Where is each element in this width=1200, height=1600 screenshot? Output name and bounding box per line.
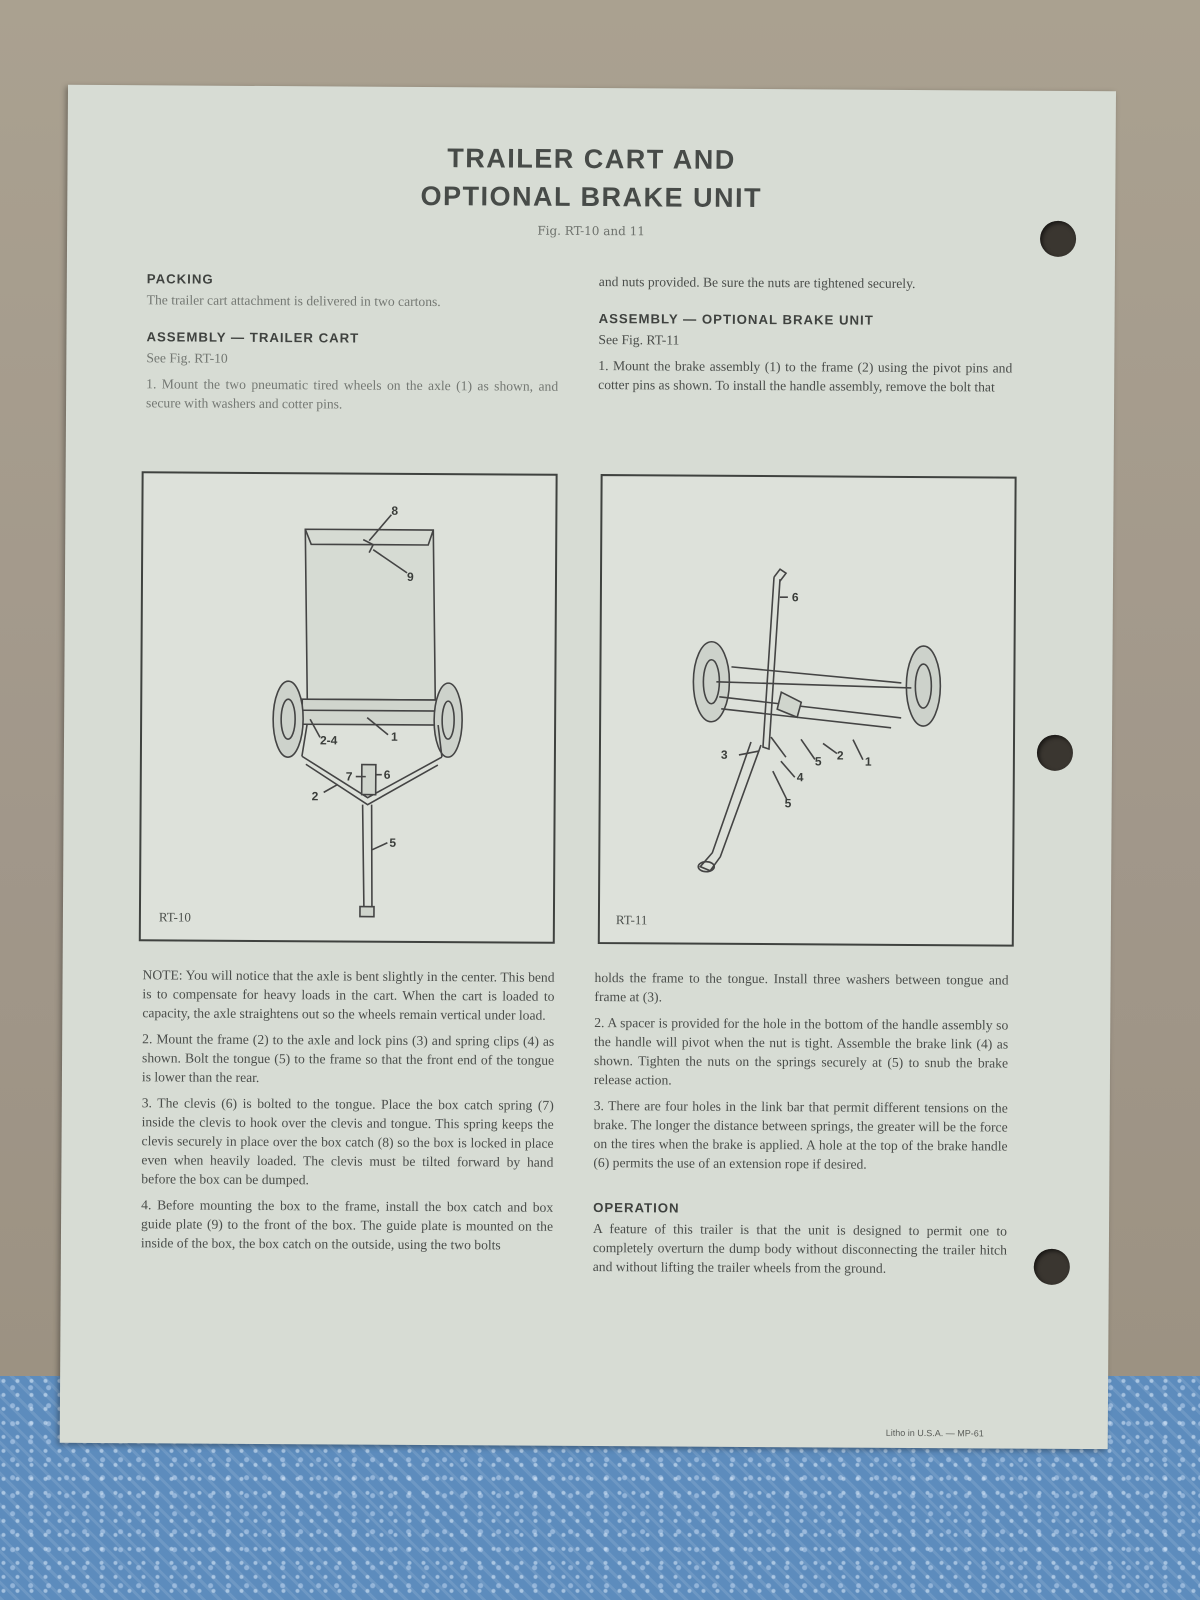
- brake-step-2: 2. A spacer is provided for the hole in the bottom of the handle assembly so the handle will pivot when the nut is tight. Assemble the brake link (4) as shown. Tighten the nuts on the springs securely at (5) to snub the brake release action.: [593, 1015, 1009, 1088]
- brake-step-1: 1. Mount the brake assembly (1) to the frame (2) using the pivot pins and cotter pins as shown. To install the handle assembly, remove the bolt that: [598, 358, 1013, 395]
- rt11-callout-5a: 5: [814, 754, 822, 769]
- rt11-callout-1: 1: [864, 754, 872, 769]
- rt10-callout-6: 6: [383, 767, 391, 782]
- title-line-1: TRAILER CART AND: [447, 143, 736, 175]
- figure-rt-11: [598, 474, 1017, 947]
- punch-hole-middle: [1037, 735, 1073, 771]
- brake-step-3: 3. There are four holes in the link bar that permit different tensions on the brake. The longer the distance between springs, the greater will be the force on the tires when the brake is applied. A hole at the top of the brake handle (6) permits the use of an extension rope if desired.: [593, 1098, 1008, 1172]
- assembly-trailer-heading: ASSEMBLY — TRAILER CART: [146, 329, 360, 346]
- rt11-callout-6: 6: [791, 590, 799, 605]
- operation-heading: OPERATION: [593, 1200, 680, 1216]
- instruction-sheet: [60, 85, 1116, 1449]
- trailer-step-1: 1. Mount the two pneumatic tired wheels on the axle (1) as shown, and secure with washers and cotter pins.: [146, 376, 559, 412]
- axle-note: NOTE: You will notice that the axle is bent slightly in the center. This bend is to compensate for heavy loads in the cart. When the cart is loaded to capacity, the axle straightens out so the wheels remain vertical under load.: [142, 967, 555, 1023]
- punch-hole-bottom: [1034, 1249, 1070, 1285]
- right-bottom-column: [593, 968, 1009, 1286]
- left-top-column: [146, 269, 559, 422]
- figure-rt-10: [139, 471, 558, 944]
- rt10-callout-1: 1: [390, 729, 398, 744]
- rt10-callout-8: 8: [391, 503, 399, 518]
- trailer-step-3: 3. The clevis (6) is bolted to the tongue. Place the box catch spring (7) inside the clevis to hook over the clevis and tongue. This spring keeps the clevis securely in place over the box catch (8) so the box is locked in place even when heavily loaded. The clevis must be tilted forward by hand before the box can be dumped.: [141, 1095, 554, 1188]
- rt-11-label: RT-11: [615, 912, 648, 928]
- title-line-2: OPTIONAL BRAKE UNIT: [420, 180, 763, 214]
- assembly-brake-heading: ASSEMBLY — OPTIONAL BRAKE UNIT: [598, 311, 874, 328]
- assembly-brake-see: See Fig. RT-11: [598, 332, 680, 348]
- operation-text: A feature of this trailer is that the unit is designed to permit one to completely overturn the dump body without disconnecting the trailer hitch and without lifting the trailer wheels from the ground.: [592, 1221, 1008, 1276]
- rt11-callout-3: 3: [720, 747, 728, 762]
- rt11-callout-4: 4: [796, 770, 804, 785]
- trailer-step-4: 4. Before mounting the box to the frame, install the box catch and box guide plate (9) to the front of the box. The guide plate is mounted on the inside of the box, the box catch on the outside, using the two bolts: [140, 1197, 554, 1253]
- litho-footer: Litho in U.S.A. — MP-61: [885, 1427, 984, 1439]
- rt11-callout-5b: 5: [784, 796, 792, 811]
- right-bottom-continuation: holds the frame to the tongue. Install three washers between tongue and frame at (3).: [594, 970, 1009, 1005]
- rt11-callout-2: 2: [836, 748, 844, 763]
- rt10-callout-9: 9: [406, 569, 414, 584]
- assembly-trailer-see: See Fig. RT-10: [146, 350, 228, 366]
- rt-10-label: RT-10: [158, 909, 191, 925]
- right-top-column: [598, 272, 1013, 404]
- rt10-callout-7: 7: [345, 769, 353, 784]
- packing-heading: PACKING: [146, 271, 214, 287]
- brake-unit-drawing: [600, 476, 1015, 945]
- subtitle: Fig. RT-10 and 11: [537, 223, 645, 239]
- trailer-cart-drawing: [141, 473, 556, 942]
- rt10-callout-2-4: 2-4: [319, 733, 338, 748]
- trailer-step-2: 2. Mount the frame (2) to the axle and lock pins (3) and spring clips (4) as shown. Bolt the tongue (5) to the frame so that the front end of the tongue is lower than the rear.: [141, 1031, 555, 1085]
- packing-text: The trailer cart attachment is delivered in two cartons.: [146, 292, 441, 310]
- rt10-callout-5: 5: [389, 835, 397, 850]
- right-continuation: and nuts provided. Be sure the nuts are tightened securely.: [598, 274, 916, 291]
- left-bottom-column: [141, 965, 555, 1262]
- rt10-callout-2: 2: [311, 789, 319, 804]
